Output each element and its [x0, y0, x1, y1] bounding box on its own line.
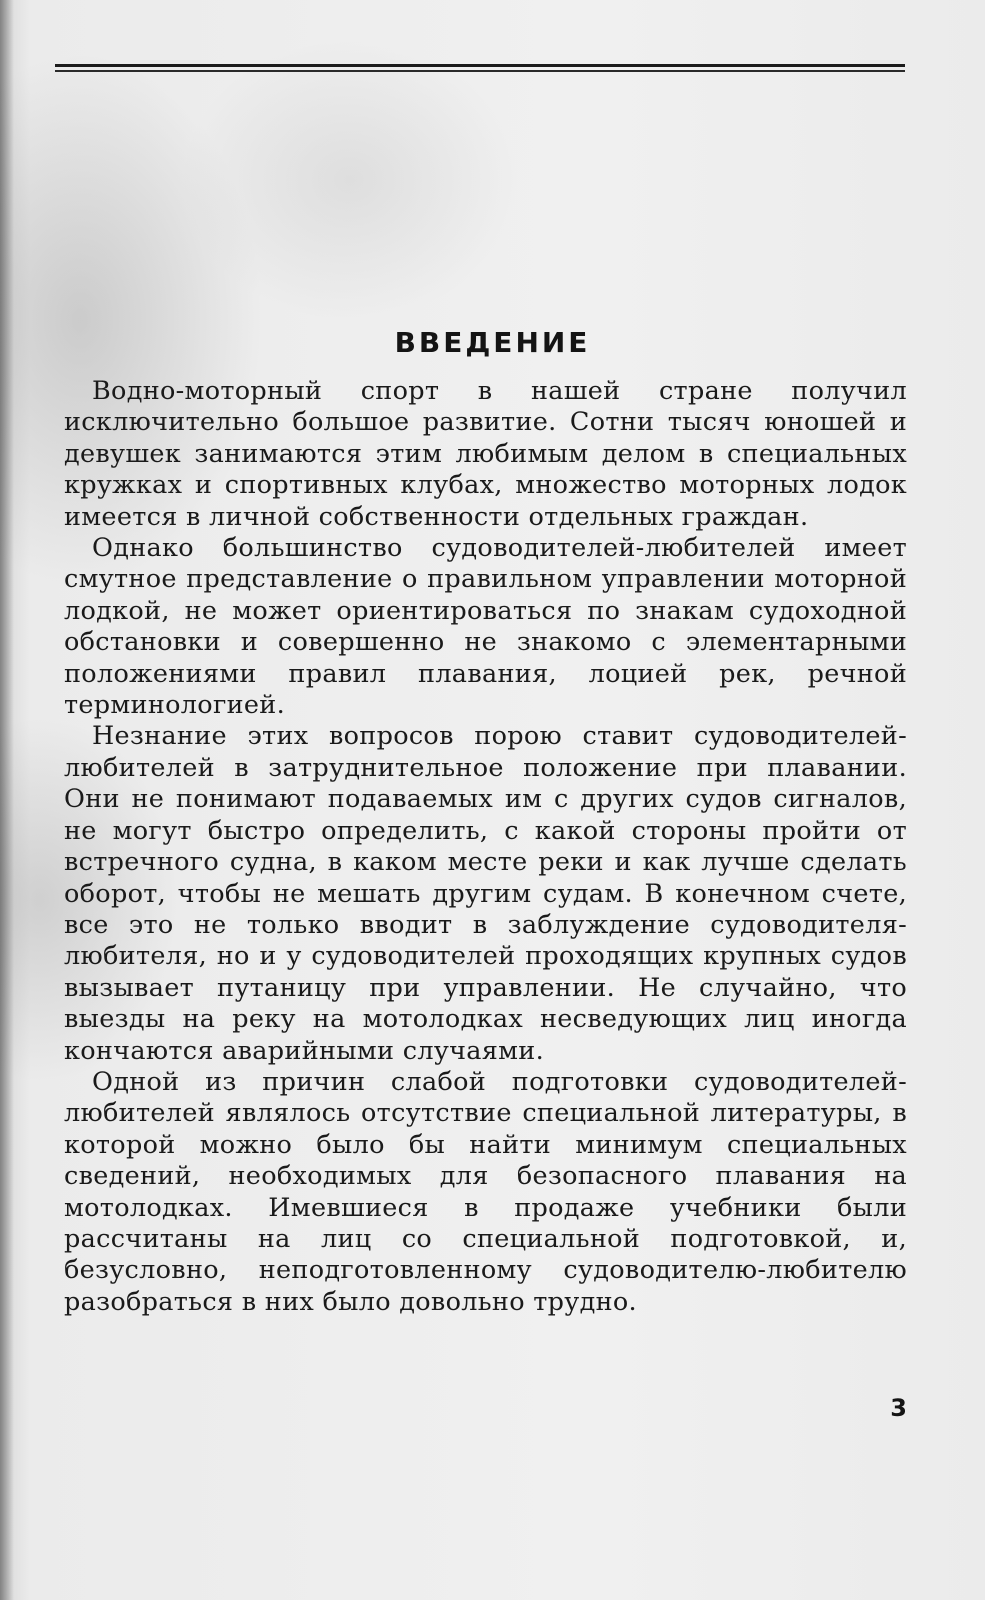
body-text [64, 376, 907, 1318]
paragraph: Однако большинство судоводителей-любителей имеет смутное представление о правильном управлении моторной лодкой, не может ориентироваться по знакам судоходной обстановки и совершенно не знакомо с элементарными положениями правил плавания, лоцией рек, речной терминологией. [64, 533, 907, 721]
paragraph: Водно-моторный спорт в нашей стране получил исключительно большое развитие. Сотни тысяч юношей и девушек занимаются этим любимым делом в специальных кружках и спортивных клубах, множество моторных лодок имеется в личной собственности отдельных граждан. [64, 376, 907, 532]
paragraph: Незнание этих вопросов порою ставит судоводителей-любителей в затруднительное положение при плавании. Они не понимают подаваемых им с других судов сигналов, не могут быстро определить, с какой стороны пройти от встречного судна, в каком месте реки и как лучше сделать оборот, чтобы не мешать другим судам. В конечном счете, все это не только вводит в заблуждение судоводителя-любителя, но и у судоводителей проходящих крупных судов вызывает путаницу при управлении. Не случайно, что выезды на реку на мотолодках несведующих лиц иногда кончаются аварийными случаями. [64, 721, 907, 1066]
page-edge-shadow [0, 0, 14, 1600]
paragraph: Одной из причин слабой подготовки судоводителей-любителей являлось отсутствие специальной литературы, в которой можно было бы найти минимум специальных сведений, необходимых для безопасного плавания на мотолодках. Имевшиеся в продаже учебники были рассчитаны на лиц со специальной подготовкой, и, безусловно, неподготовленному судоводителю-любителю разобраться в них было довольно трудно. [64, 1066, 907, 1317]
page-number: 3 [890, 1394, 907, 1422]
header-rule [55, 64, 905, 72]
chapter-heading: ВВЕДЕНИЕ [394, 326, 591, 359]
